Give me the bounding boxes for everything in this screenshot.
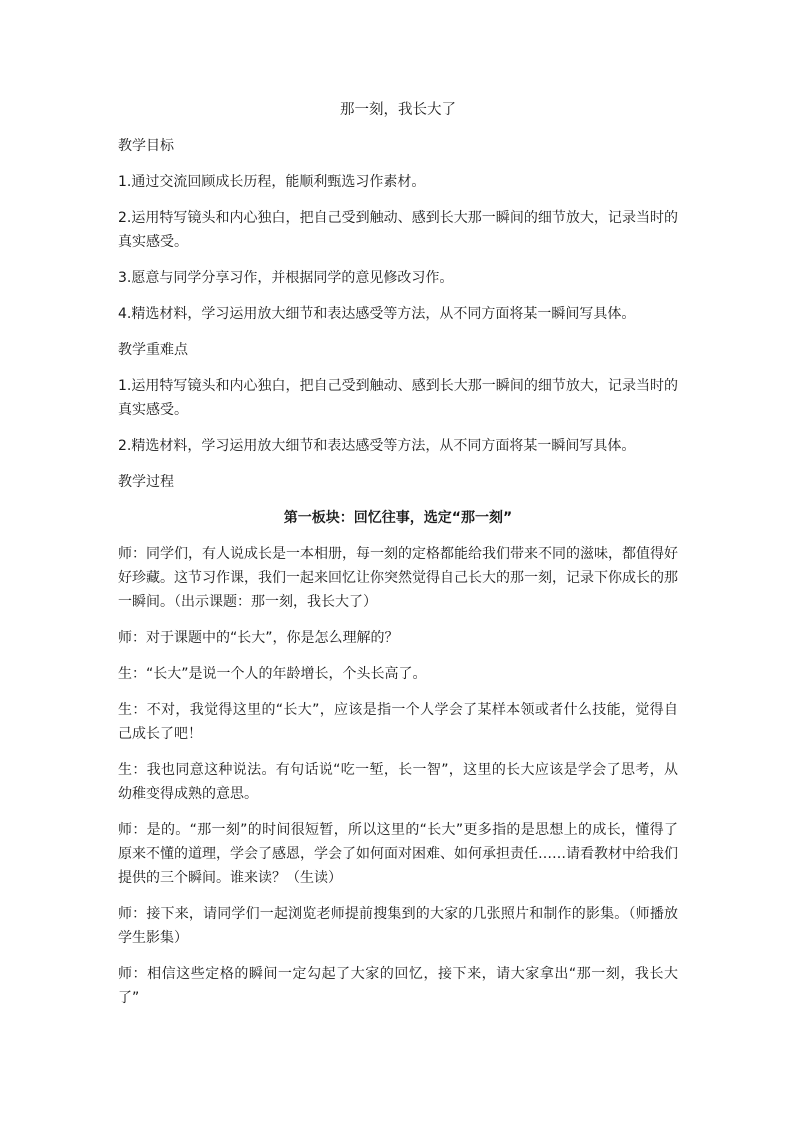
objective-item: 4.精选材料，学习运用放大细节和表达感受等方法，从不同方面将某一瞬间写具体。 <box>118 306 636 322</box>
dialogue-line: 师：是的。“那一刻”的时间很短暂，所以这里的“长大”更多指的是思想上的成长，懂得了原来不懂的道理，学会了感恩，学会了如何面对困难、如何承担责任……请看教材中给我们提供的三个瞬间。谁来读？（生读） <box>118 822 678 886</box>
dialogue-line: 师：相信这些定格的瞬间一定勾起了大家的回忆，接下来，请大家拿出“那一刻，我长大了” <box>118 966 678 1006</box>
dialogue-line: 生：“长大”是说一个人的年龄增长，个头长高了。 <box>118 666 427 682</box>
objective-item: 1.通过交流回顾成长历程，能顺利甄选习作素材。 <box>118 174 426 190</box>
objective-item: 2.运用特写镜头和内心独白，把自己受到触动、感到长大那一瞬间的细节放大，记录当时的真实感受。 <box>118 210 678 250</box>
dialogue-line: 生：我也同意这种说法。有句话说“吃一堑，长一智”，这里的长大应该是学会了思考，从幼稚变得成熟的意思。 <box>118 762 678 802</box>
dialogue-line: 师：同学们，有人说成长是一本相册，每一刻的定格都能给我们带来不同的滋味，都值得好好珍藏。这节习作课，我们一起来回忆让你突然觉得自己长大的那一刻，记录下你成长的那一瞬间。（出示课题：那一刻，我长大了） <box>118 546 678 610</box>
keypoint-item: 1.运用特写镜头和内心独白，把自己受到触动、感到长大那一瞬间的细节放大，记录当时的真实感受。 <box>118 378 678 418</box>
process-heading: 教学过程 <box>118 474 174 490</box>
dialogue-line: 师：接下来，请同学们一起浏览老师提前搜集到的大家的几张照片和制作的影集。（师播放学生影集） <box>118 906 678 946</box>
keypoint-item: 2.精选材料，学习运用放大细节和表达感受等方法，从不同方面将某一瞬间写具体。 <box>118 438 636 454</box>
dialogue-line: 生：不对，我觉得这里的“长大”，应该是指一个人学会了某样本领或者什么技能，觉得自己成长了吧！ <box>118 702 678 742</box>
document-title: 那一刻，我长大了 <box>340 102 456 118</box>
dialogue-line: 师：对于课题中的“长大”，你是怎么理解的？ <box>118 630 399 646</box>
keypoints-heading: 教学重难点 <box>118 342 188 358</box>
section1-heading: 第一板块：回忆往事，选定“那一刻” <box>283 510 513 526</box>
document-page <box>118 98 678 1022</box>
objectives-heading: 教学目标 <box>118 138 174 154</box>
objective-item: 3.愿意与同学分享习作，并根据同学的意见修改习作。 <box>118 270 454 286</box>
